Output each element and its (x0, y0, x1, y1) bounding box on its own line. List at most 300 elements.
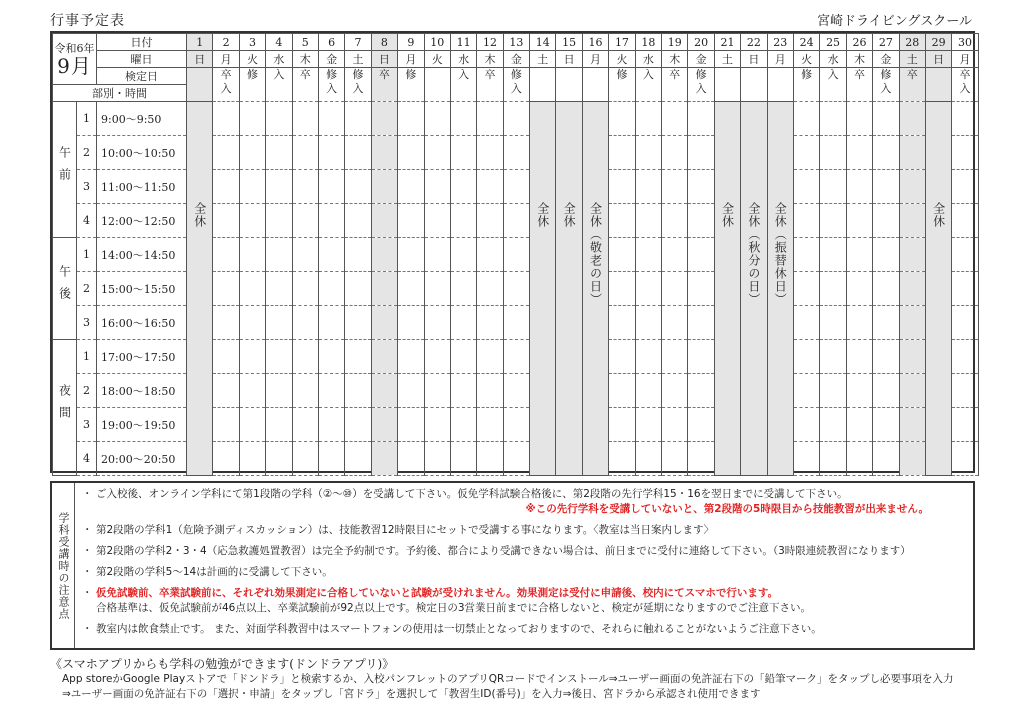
schedule-slot (820, 136, 846, 170)
schedule-slot (371, 102, 397, 136)
schedule-slot (503, 272, 529, 306)
schedule-slot (239, 272, 265, 306)
app-info-line: ⇒ユーザー画面の免許証右下の「選択・申請」をタップし「宮ドラ」を選択して「教習生ID(番号)」を入力⇒後日、宮ドラから承認され使用できます (62, 688, 761, 700)
schedule-slot (662, 204, 688, 238)
schedule-slot (424, 408, 450, 442)
schedule-slot (503, 170, 529, 204)
period-number: 2 (77, 136, 97, 170)
closed-day-text: 全休（振替休日） (773, 202, 788, 306)
schedule-slot (424, 170, 450, 204)
schedule-slot (292, 340, 318, 374)
schedule-slot (239, 238, 265, 272)
day-weekday: 日 (741, 51, 767, 68)
exam-mark (213, 68, 239, 102)
schedule-slot (635, 442, 661, 476)
schedule-slot (318, 136, 344, 170)
schedule-slot (662, 136, 688, 170)
schedule-slot (609, 102, 635, 136)
day-weekday: 日 (556, 51, 582, 68)
schedule-slot (318, 102, 344, 136)
schedule-slot (662, 102, 688, 136)
exam-mark (582, 68, 608, 102)
exam-mark-top: 修 (246, 68, 258, 81)
schedule-slot (635, 340, 661, 374)
schedule-slot (239, 408, 265, 442)
schedule-slot (662, 238, 688, 272)
closed-day-cell (767, 102, 793, 476)
closed-day-cell (556, 102, 582, 476)
schedule-slot (899, 170, 925, 204)
schedule-slot (398, 102, 424, 136)
exam-mark (318, 68, 344, 102)
page-title: 行事予定表 (50, 13, 125, 29)
period-number: 3 (77, 306, 97, 340)
schedule-slot (318, 408, 344, 442)
day-weekday: 金 (873, 51, 899, 68)
exam-mark (424, 68, 450, 102)
schedule-slot (345, 204, 371, 238)
schedule-slot (873, 204, 899, 238)
schedule-slot (450, 272, 476, 306)
schedule-slot (609, 340, 635, 374)
day-date: 11 (450, 34, 476, 51)
note-effect-test (82, 586, 969, 616)
schedule-slot (793, 102, 819, 136)
schedule-slot (450, 306, 476, 340)
exam-mark-top: 卒 (484, 68, 496, 81)
schedule-slot (688, 272, 714, 306)
notes-body (82, 487, 969, 643)
schedule-slot (820, 340, 846, 374)
day-date: 10 (424, 34, 450, 51)
schedule-slot (793, 340, 819, 374)
schedule-slot (424, 204, 450, 238)
schedule-slot (318, 442, 344, 476)
schedule-slot (450, 340, 476, 374)
schedule-slot (477, 204, 503, 238)
schedule-slot (477, 408, 503, 442)
day-date: 7 (345, 34, 371, 51)
exam-mark-top: 卒 (959, 68, 971, 81)
schedule-slot (793, 272, 819, 306)
weekday-row-label: 曜日 (97, 51, 187, 68)
exam-mark (503, 68, 529, 102)
schedule-slot (503, 204, 529, 238)
exam-mark (398, 68, 424, 102)
schedule-slot (846, 238, 872, 272)
day-weekday: 火 (239, 51, 265, 68)
schedule-slot (846, 306, 872, 340)
schedule-slot (899, 340, 925, 374)
schedule-slot (873, 442, 899, 476)
schedule-slot (424, 340, 450, 374)
day-date: 28 (899, 34, 925, 51)
schedule-slot (662, 272, 688, 306)
period-time: 11:00～11:50 (97, 170, 187, 204)
day-weekday: 月 (213, 51, 239, 68)
schedule-slot (292, 102, 318, 136)
schedule-slot (952, 306, 978, 340)
schedule-slot (266, 238, 292, 272)
schedule-slot (477, 238, 503, 272)
schedule-slot (266, 442, 292, 476)
schedule-slot (398, 408, 424, 442)
schedule-slot (213, 170, 239, 204)
schedule-slot (846, 340, 872, 374)
exam-mark-top: 修 (326, 68, 338, 81)
day-weekday: 月 (952, 51, 978, 68)
schedule-slot (477, 136, 503, 170)
schedule-slot (503, 238, 529, 272)
day-weekday: 火 (609, 51, 635, 68)
schedule-slot (899, 306, 925, 340)
schedule-slot (793, 136, 819, 170)
closed-day-text: 全休 (931, 202, 946, 228)
schedule-slot (688, 170, 714, 204)
exam-mark-top: 修 (695, 68, 707, 81)
schedule-slot (213, 374, 239, 408)
schedule-slot (213, 136, 239, 170)
schedule-slot (662, 340, 688, 374)
day-date: 30 (952, 34, 978, 51)
day-weekday: 土 (530, 51, 556, 68)
exam-mark (635, 68, 661, 102)
exam-mark (292, 68, 318, 102)
schedule-slot (292, 136, 318, 170)
period-number: 2 (77, 272, 97, 306)
day-date: 19 (662, 34, 688, 51)
day-weekday: 土 (714, 51, 740, 68)
period-row (53, 102, 979, 136)
schedule-slot (609, 238, 635, 272)
day-weekday: 水 (820, 51, 846, 68)
schedule-slot (873, 374, 899, 408)
schedule-slot (318, 238, 344, 272)
note-text: 合格基準は、仮免試験前が46点以上、卒業試験前が92点以上です。検定日の3営業日前までに合格しないと、検定が延期になりますのでご注意下さい。 (96, 602, 812, 614)
schedule-slot (899, 374, 925, 408)
exam-mark (266, 68, 292, 102)
exam-mark-bottom: 入 (326, 82, 338, 95)
schedule-slot (398, 340, 424, 374)
day-weekday: 日 (371, 51, 397, 68)
schedule-slot (635, 238, 661, 272)
schedule-slot (503, 136, 529, 170)
period-number: 1 (77, 340, 97, 374)
notes-label (52, 483, 75, 648)
schedule-slot (477, 170, 503, 204)
schedule-slot (318, 340, 344, 374)
schedule-slot (239, 374, 265, 408)
period-time: 18:00～18:50 (97, 374, 187, 408)
section-label (53, 238, 77, 340)
day-weekday: 木 (292, 51, 318, 68)
day-weekday: 月 (767, 51, 793, 68)
schedule-slot (266, 136, 292, 170)
date-row (53, 34, 979, 51)
schedule-slot (266, 204, 292, 238)
day-date: 1 (187, 34, 213, 51)
day-weekday: 日 (925, 51, 951, 68)
schedule-slot (239, 340, 265, 374)
schedule-slot (820, 102, 846, 136)
schedule-slot (688, 238, 714, 272)
schedule-slot (899, 442, 925, 476)
period-time: 14:00～14:50 (97, 238, 187, 272)
schedule-slot (318, 306, 344, 340)
schedule-slot (688, 442, 714, 476)
day-date: 6 (318, 34, 344, 51)
schedule-slot (450, 374, 476, 408)
schedule-slot (292, 272, 318, 306)
schedule-slot (213, 306, 239, 340)
schedule-slot (952, 204, 978, 238)
exam-mark (239, 68, 265, 102)
schedule-slot (450, 442, 476, 476)
schedule-slot (266, 272, 292, 306)
schedule-slot (318, 374, 344, 408)
schedule-slot (793, 408, 819, 442)
note-first-aid: ・ 第2段階の学科2・3・4（応急救護処置教習）は完全予約制です。予約後、都合により受講できない場合は、前日までに受付に連絡して下さい。（3時限連続教習になります） (82, 544, 969, 559)
day-date: 22 (741, 34, 767, 51)
schedule-slot (793, 204, 819, 238)
schedule-slot (371, 272, 397, 306)
exam-mark (741, 68, 767, 102)
schedule-slot (424, 272, 450, 306)
schedule-slot (873, 238, 899, 272)
schedule-slot (213, 238, 239, 272)
schedule-slot (318, 272, 344, 306)
schedule-slot (477, 340, 503, 374)
day-date: 25 (820, 34, 846, 51)
exam-mark-bottom: 入 (220, 82, 232, 95)
day-weekday: 水 (266, 51, 292, 68)
schedule-slot (793, 238, 819, 272)
period-time: 17:00～17:50 (97, 340, 187, 374)
schedule-slot (503, 340, 529, 374)
closed-day-text: 全休 (720, 202, 735, 228)
schedule-slot (793, 374, 819, 408)
era-label: 令和6年 (54, 41, 95, 55)
schedule-slot (398, 374, 424, 408)
schedule-slot (952, 102, 978, 136)
school-name: 宮崎ドライビングスクール (817, 14, 972, 29)
schedule-slot (424, 442, 450, 476)
schedule-slot (503, 306, 529, 340)
day-date: 14 (530, 34, 556, 51)
schedule-slot (635, 374, 661, 408)
schedule-slot (820, 238, 846, 272)
schedule-slot (952, 136, 978, 170)
day-weekday: 金 (503, 51, 529, 68)
schedule-slot (239, 442, 265, 476)
schedule-slot (952, 340, 978, 374)
note-online-course (82, 487, 969, 517)
schedule-slot (266, 374, 292, 408)
exam-mark (477, 68, 503, 102)
day-date: 23 (767, 34, 793, 51)
schedule-slot (345, 136, 371, 170)
schedule-slot (371, 442, 397, 476)
schedule-slot (345, 374, 371, 408)
schedule-slot (688, 136, 714, 170)
schedule-slot (292, 204, 318, 238)
schedule-slot (213, 442, 239, 476)
schedule-slot (213, 272, 239, 306)
schedule-slot (609, 442, 635, 476)
day-date: 24 (793, 34, 819, 51)
schedule-slot (292, 170, 318, 204)
schedule-slot (846, 408, 872, 442)
schedule-slot (899, 102, 925, 136)
schedule-slot (318, 170, 344, 204)
exam-mark (952, 68, 978, 102)
schedule-slot (873, 408, 899, 442)
note-classroom-rules: ・ 教室内は飲食禁止です。 また、対面学科教習中はスマートフォンの使用は一切禁止となっておりますので、それらに触れることがないようご注意下さい。 (82, 622, 969, 637)
day-date: 3 (239, 34, 265, 51)
period-time: 15:00～15:50 (97, 272, 187, 306)
day-date: 29 (925, 34, 951, 51)
exam-mark-bottom: 入 (352, 82, 364, 95)
day-date: 26 (846, 34, 872, 51)
schedule-slot (846, 374, 872, 408)
schedule-slot (846, 102, 872, 136)
schedule-slot (662, 306, 688, 340)
schedule-slot (345, 238, 371, 272)
exam-mark (873, 68, 899, 102)
period-number: 1 (77, 238, 97, 272)
schedule-slot (213, 102, 239, 136)
exam-row-label: 検定日 (97, 68, 187, 85)
schedule-slot (635, 136, 661, 170)
schedule-slot (873, 136, 899, 170)
schedule-slot (424, 102, 450, 136)
exam-mark (556, 68, 582, 102)
schedule-slot (899, 238, 925, 272)
exam-mark-bottom: 入 (959, 82, 971, 95)
schedule-slot (477, 306, 503, 340)
exam-mark-bottom: 入 (642, 68, 654, 81)
schedule-slot (820, 374, 846, 408)
schedule-slot (503, 374, 529, 408)
exam-mark-bottom: 入 (880, 82, 892, 95)
schedule-slot (398, 442, 424, 476)
schedule-slot (609, 272, 635, 306)
schedule-slot (266, 340, 292, 374)
exam-mark (767, 68, 793, 102)
schedule-slot (213, 408, 239, 442)
period-number: 2 (77, 374, 97, 408)
day-weekday: 金 (318, 51, 344, 68)
schedule-slot (424, 136, 450, 170)
day-weekday: 月 (582, 51, 608, 68)
closed-day-text: 全休（敬老の日） (588, 202, 603, 306)
schedule-slot (952, 374, 978, 408)
schedule-slot (662, 170, 688, 204)
schedule-slot (662, 408, 688, 442)
schedule-slot (635, 408, 661, 442)
day-date: 9 (398, 34, 424, 51)
closed-day-cell (714, 102, 740, 476)
schedule-slot (952, 170, 978, 204)
schedule-slot (345, 102, 371, 136)
schedule-slot (213, 340, 239, 374)
schedule-slot (318, 204, 344, 238)
schedule-slot (635, 272, 661, 306)
notes-label-text: 学科受講時の注意点 (57, 511, 70, 620)
day-weekday: 木 (662, 51, 688, 68)
section-time-label: 部別・時間 (53, 85, 187, 102)
schedule-slot (899, 136, 925, 170)
exam-mark-top: 卒 (669, 68, 681, 81)
period-number: 4 (77, 204, 97, 238)
schedule-slot (820, 442, 846, 476)
day-weekday: 水 (450, 51, 476, 68)
day-date: 27 (873, 34, 899, 51)
note-warning: ・ 仮免試験前、卒業試験前に、それぞれ効果測定に合格していないと試験が受けれません。効果測定は受付に申請後、校内にてスマホで行います。 (96, 587, 779, 599)
schedule-slot (873, 102, 899, 136)
period-number: 4 (77, 442, 97, 476)
schedule-slot (609, 408, 635, 442)
day-weekday: 日 (187, 51, 213, 68)
closed-day-text: 全休 (192, 202, 207, 228)
schedule-slot (371, 238, 397, 272)
schedule-slot (635, 306, 661, 340)
schedule-slot (846, 442, 872, 476)
exam-mark (899, 68, 925, 102)
exam-mark-top: 卒 (378, 68, 390, 81)
day-date: 4 (266, 34, 292, 51)
period-number: 3 (77, 170, 97, 204)
period-time: 16:00～16:50 (97, 306, 187, 340)
section-label (53, 340, 77, 476)
schedule-slot (345, 408, 371, 442)
schedule-slot (371, 136, 397, 170)
exam-mark-top: 修 (801, 68, 813, 81)
closed-day-cell (925, 102, 951, 476)
day-date: 2 (213, 34, 239, 51)
exam-mark (688, 68, 714, 102)
schedule-slot (424, 238, 450, 272)
schedule-slot (424, 374, 450, 408)
exam-mark (714, 68, 740, 102)
schedule-slot (371, 408, 397, 442)
schedule-slot (688, 204, 714, 238)
schedule-slot (371, 306, 397, 340)
month-label: 9月 (57, 53, 92, 78)
schedule-slot (371, 170, 397, 204)
weekday-row (53, 51, 979, 68)
schedule-slot (820, 204, 846, 238)
exam-mark-bottom: 入 (510, 82, 522, 95)
schedule-slot (952, 408, 978, 442)
schedule-slot (345, 170, 371, 204)
schedule-slot (635, 170, 661, 204)
schedule-slot (398, 238, 424, 272)
exam-row (53, 68, 979, 85)
schedule-slot (662, 374, 688, 408)
schedule-slot (239, 204, 265, 238)
schedule-slot (477, 374, 503, 408)
schedule-slot (635, 204, 661, 238)
schedule-slot (873, 340, 899, 374)
schedule-slot (688, 340, 714, 374)
section-name: 午後 (57, 265, 72, 309)
period-time: 19:00～19:50 (97, 408, 187, 442)
schedule-slot (952, 272, 978, 306)
schedule-slot (662, 442, 688, 476)
schedule-slot (899, 272, 925, 306)
schedule-slot (899, 408, 925, 442)
